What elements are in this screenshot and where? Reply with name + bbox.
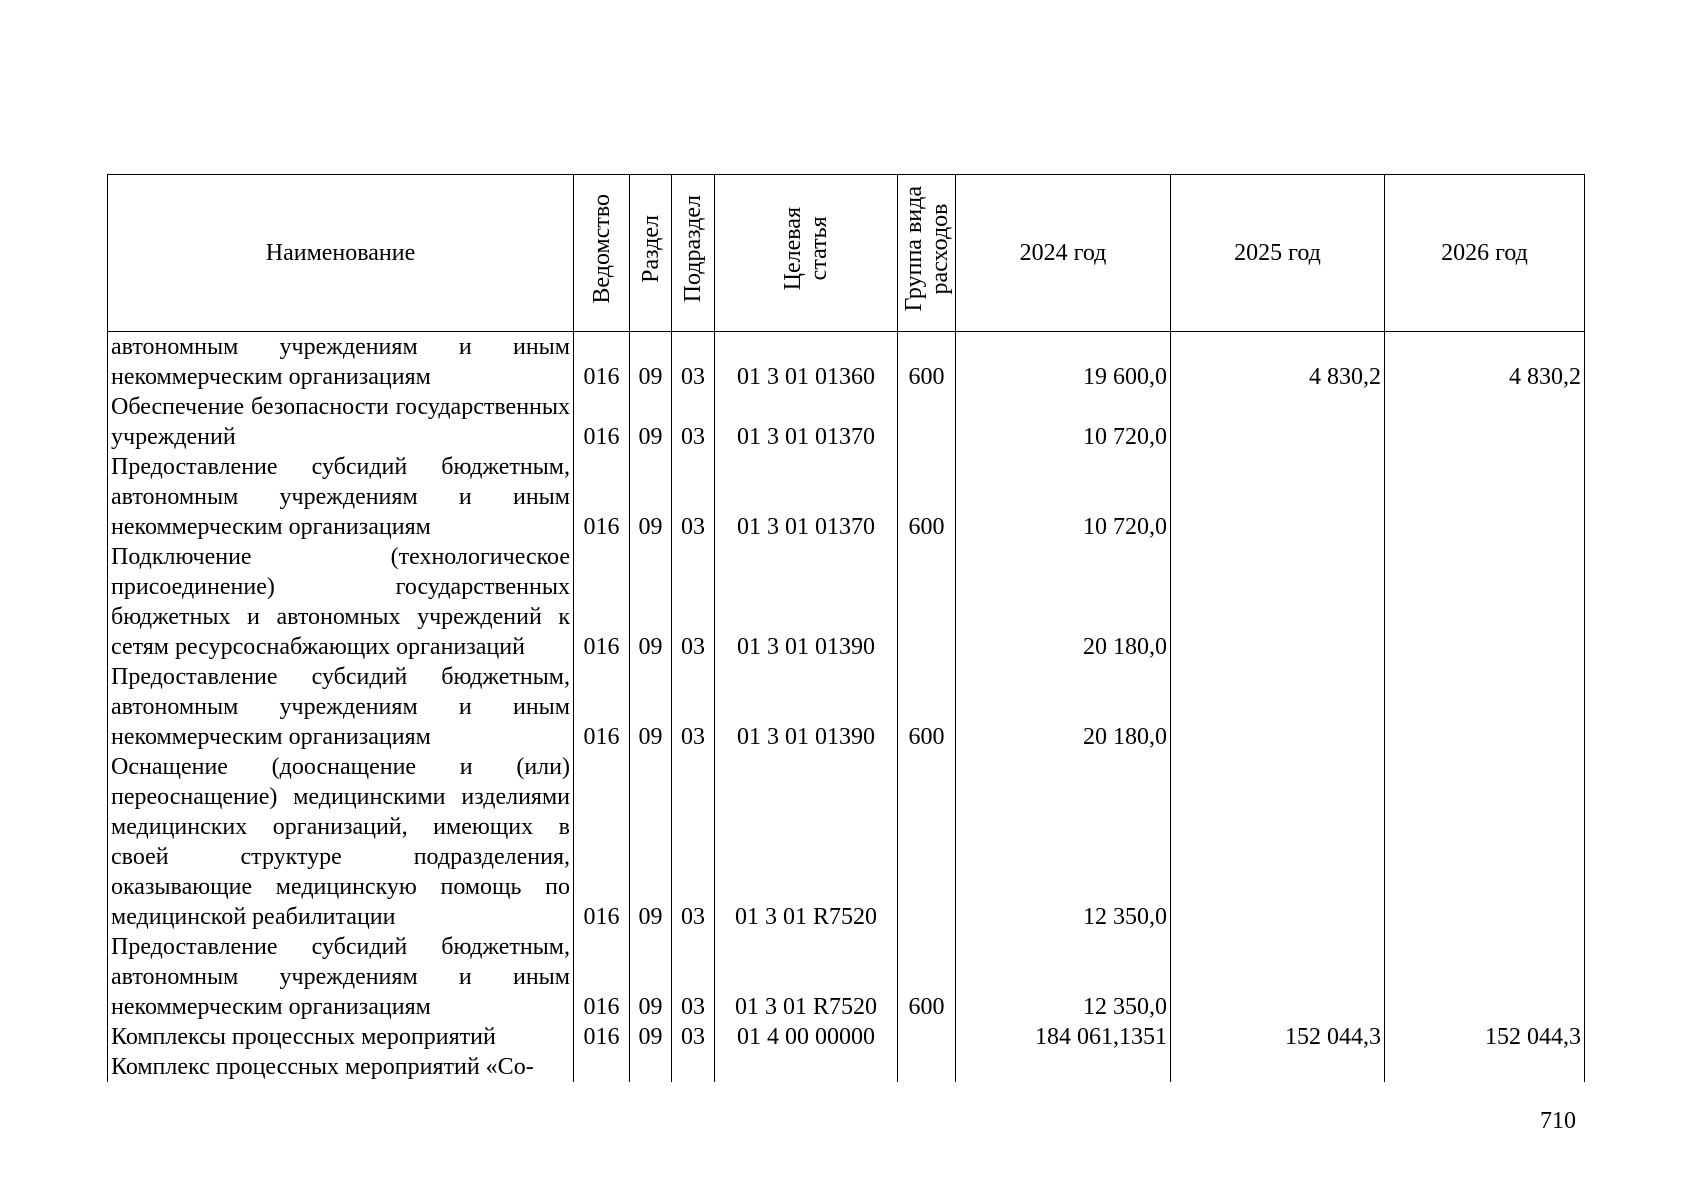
row-group <box>898 392 956 452</box>
row-2026 <box>1385 542 1585 662</box>
row-vedomstvo: 016 <box>574 662 630 752</box>
header-razdel-text: Раздел <box>637 215 664 283</box>
row-vedomstvo: 016 <box>574 1022 630 1052</box>
row-name: Оснащение (дооснащение и (или) переоснащение) медицинскими изделиями медицинских организаций, имеющих в своей структуре подразделения, оказывающие медицинскую помощь по медицинской реабилитации <box>108 752 574 932</box>
row-target: 01 3 01 01390 <box>715 662 898 752</box>
row-name: Комплекс процессных мероприятий «Со- <box>108 1052 574 1082</box>
page-number: 710 <box>1540 1108 1576 1134</box>
row-2025 <box>1171 662 1385 752</box>
header-expense-group-text <box>901 186 953 311</box>
row-2025: 152 044,3 <box>1171 1022 1385 1052</box>
header-expense-group <box>898 175 956 332</box>
row-razdel: 09 <box>630 452 672 542</box>
header-2026: 2026 год <box>1385 175 1585 332</box>
table-row <box>108 1052 1585 1082</box>
row-razdel: 09 <box>630 752 672 932</box>
row-2024: 10 720,0 <box>956 452 1171 542</box>
row-vedomstvo: 016 <box>574 932 630 1022</box>
row-razdel: 09 <box>630 332 672 393</box>
table-row <box>108 752 1585 932</box>
row-target: 01 3 01 01390 <box>715 542 898 662</box>
row-2025 <box>1171 542 1385 662</box>
row-podrazdel: 03 <box>672 392 715 452</box>
header-group-line2: расходов <box>927 203 953 295</box>
row-2024 <box>956 1052 1171 1082</box>
row-podrazdel <box>672 1052 715 1082</box>
row-podrazdel: 03 <box>672 752 715 932</box>
row-target: 01 3 01 R7520 <box>715 752 898 932</box>
row-2026: 4 830,2 <box>1385 332 1585 393</box>
header-podrazdel-text: Подраздел <box>680 195 706 303</box>
row-podrazdel: 03 <box>672 332 715 393</box>
header-2024: 2024 год <box>956 175 1171 332</box>
row-group: 600 <box>898 452 956 542</box>
table-row <box>108 662 1585 752</box>
table-row <box>108 452 1585 542</box>
row-podrazdel: 03 <box>672 1022 715 1052</box>
table-row <box>108 332 1585 393</box>
row-name: Предоставление субсидий бюджетным, автономным учреждениям и иным некоммерческим организациям <box>108 452 574 542</box>
row-podrazdel: 03 <box>672 662 715 752</box>
row-2026 <box>1385 662 1585 752</box>
row-2026 <box>1385 752 1585 932</box>
row-podrazdel: 03 <box>672 542 715 662</box>
row-target: 01 3 01 01370 <box>715 392 898 452</box>
header-razdel <box>630 175 672 332</box>
row-vedomstvo: 016 <box>574 392 630 452</box>
row-2024: 20 180,0 <box>956 662 1171 752</box>
table-row <box>108 932 1585 1022</box>
budget-table <box>107 174 1585 1082</box>
table-header-row <box>108 175 1585 332</box>
row-2026: 152 044,3 <box>1385 1022 1585 1052</box>
row-target <box>715 1052 898 1082</box>
header-name: Наименование <box>108 175 574 332</box>
row-razdel: 09 <box>630 1022 672 1052</box>
row-target: 01 4 00 00000 <box>715 1022 898 1052</box>
row-group: 600 <box>898 662 956 752</box>
row-razdel <box>630 1052 672 1082</box>
row-2024: 20 180,0 <box>956 542 1171 662</box>
row-2024: 12 350,0 <box>956 932 1171 1022</box>
row-vedomstvo <box>574 1052 630 1082</box>
row-vedomstvo: 016 <box>574 332 630 393</box>
table-row <box>108 1022 1585 1052</box>
row-2026 <box>1385 392 1585 452</box>
row-razdel: 09 <box>630 542 672 662</box>
row-razdel: 09 <box>630 932 672 1022</box>
row-2026 <box>1385 1052 1585 1082</box>
row-2024: 184 061,1351 <box>956 1022 1171 1052</box>
row-2025 <box>1171 452 1385 542</box>
row-name: Комплексы процессных мероприятий <box>108 1022 574 1052</box>
row-group <box>898 1052 956 1082</box>
row-name: Предоставление субсидий бюджетным, автономным учреждениям и иным некоммерческим организациям <box>108 662 574 752</box>
row-target: 01 3 01 01360 <box>715 332 898 393</box>
row-name: автономным учреждениям и иным некоммерческим организациям <box>108 332 574 393</box>
header-group-line1: Группа вида <box>901 186 927 312</box>
row-2025 <box>1171 932 1385 1022</box>
row-vedomstvo: 016 <box>574 452 630 542</box>
row-vedomstvo: 016 <box>574 752 630 932</box>
header-target-line2: статья <box>806 217 832 281</box>
header-2025: 2025 год <box>1171 175 1385 332</box>
row-razdel: 09 <box>630 392 672 452</box>
row-2026 <box>1385 932 1585 1022</box>
row-name: Предоставление субсидий бюджетным, автономным учреждениям и иным некоммерческим организациям <box>108 932 574 1022</box>
header-target-line1: Целевая <box>780 207 806 291</box>
header-podrazdel <box>672 175 715 332</box>
row-2025 <box>1171 392 1385 452</box>
row-2025 <box>1171 1052 1385 1082</box>
header-vedomstvo-text: Ведомство <box>588 194 615 304</box>
row-2026 <box>1385 452 1585 542</box>
row-group <box>898 542 956 662</box>
row-group: 600 <box>898 932 956 1022</box>
header-target-article <box>715 175 898 332</box>
row-podrazdel: 03 <box>672 452 715 542</box>
row-name: Обеспечение безопасности государственных учреждений <box>108 392 574 452</box>
row-target: 01 3 01 01370 <box>715 452 898 542</box>
table-row <box>108 392 1585 452</box>
row-name: Подключение (технологическое присоединение) государственных бюджетных и автономных учреждений к сетям ресурсоснабжающих организаций <box>108 542 574 662</box>
row-2025: 4 830,2 <box>1171 332 1385 393</box>
row-group: 600 <box>898 332 956 393</box>
row-target: 01 3 01 R7520 <box>715 932 898 1022</box>
row-vedomstvo: 016 <box>574 542 630 662</box>
header-vedomstvo <box>574 175 630 332</box>
row-group <box>898 752 956 932</box>
row-podrazdel: 03 <box>672 932 715 1022</box>
table-row <box>108 542 1585 662</box>
row-razdel: 09 <box>630 662 672 752</box>
row-2024: 10 720,0 <box>956 392 1171 452</box>
row-group <box>898 1022 956 1052</box>
row-2025 <box>1171 752 1385 932</box>
row-2024: 19 600,0 <box>956 332 1171 393</box>
header-target-article-text <box>780 207 832 290</box>
row-2024: 12 350,0 <box>956 752 1171 932</box>
